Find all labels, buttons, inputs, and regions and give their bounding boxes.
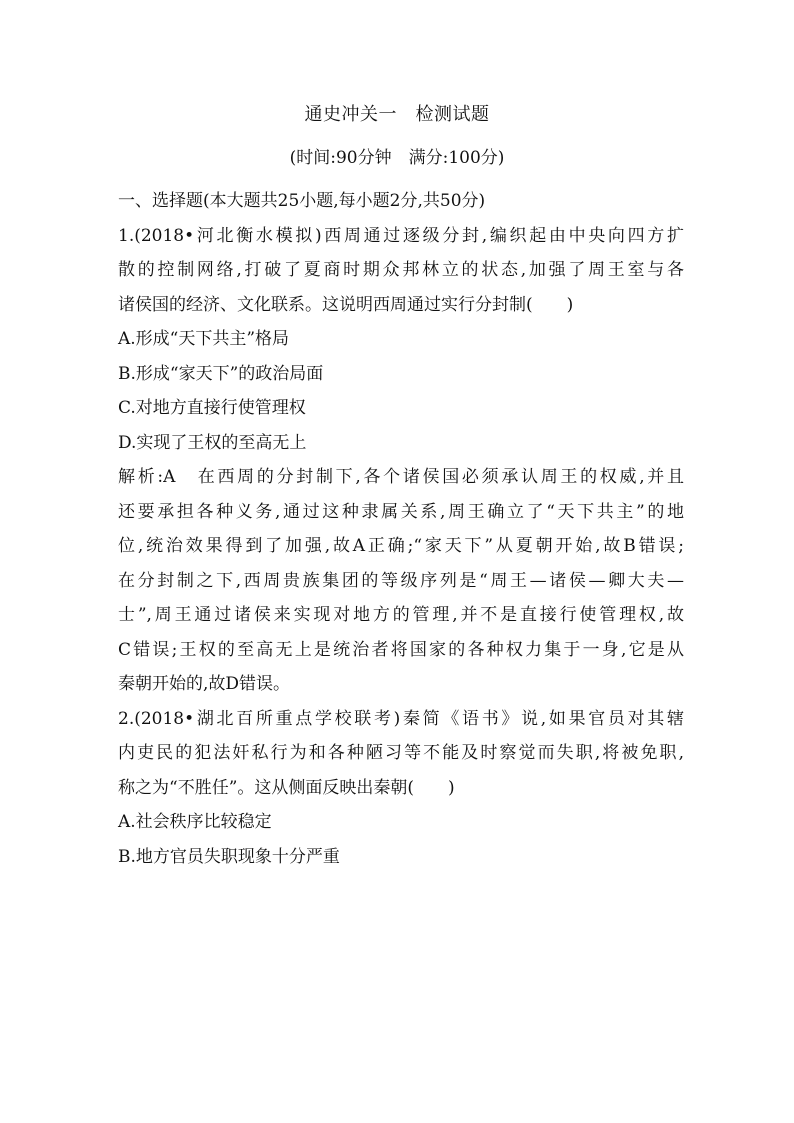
text-line: A.形成“天下共主”格局 <box>118 329 290 349</box>
text-line: 位,统治效果得到了加强,故A正确;“家天下”从夏朝开始,故B错误; <box>118 536 684 556</box>
text-line: 一、选择题(本大题共25小题,每小题2分,共50分) <box>118 191 486 211</box>
page-subtitle: (时间:90分钟 满分:100分) <box>289 148 505 168</box>
text-line: 1.(2018•河北衡水模拟)西周通过逐级分封,编织起由中央向四方扩 <box>118 225 684 246</box>
text-line: 士”,周王通过诸侯来实现对地方的管理,并不是直接行使管理权,故 <box>118 605 684 625</box>
text-line: 散的控制网络,打破了夏商时期众邦林立的状态,加强了周王室与各 <box>118 260 684 280</box>
text-line: C错误;王权的至高无上是统治者将国家的各种权力集于一身,它是从 <box>118 639 684 660</box>
text-line: 内吏民的犯法奸私行为和各种陋习等不能及时察觉而失职,将被免职, <box>118 743 684 763</box>
text-line: 还要承担各种义务,通过这种隶属关系,周王确立了“天下共主”的地 <box>118 501 684 522</box>
text-line: 称之为“不胜任”。这从侧面反映出秦朝( ) <box>118 777 455 798</box>
text-line: B.地方官员失职现象十分严重 <box>118 846 340 867</box>
page-title: 通史冲关一 检测试题 <box>304 104 490 125</box>
text-line: 诸侯国的经济、文化联系。这说明西周通过实行分封制( ) <box>118 294 574 315</box>
text-line: 在分封制之下,西周贵族集团的等级序列是“周王—诸侯—卿大夫— <box>118 570 684 591</box>
text-line: A.社会秩序比较稳定 <box>118 812 272 832</box>
text-line: 秦朝开始的,故D错误。 <box>118 674 291 694</box>
text-line: D.实现了王权的至高无上 <box>118 432 307 453</box>
text-line: B.形成“家天下”的政治局面 <box>118 363 324 384</box>
text-line: C.对地方直接行使管理权 <box>118 398 306 418</box>
document-body <box>118 184 684 874</box>
text-line: 解析:A 在西周的分封制下,各个诸侯国必须承认周王的权威,并且 <box>118 467 684 487</box>
text-line: 2.(2018•湖北百所重点学校联考)秦简《语书》说,如果官员对其辖 <box>118 708 684 729</box>
